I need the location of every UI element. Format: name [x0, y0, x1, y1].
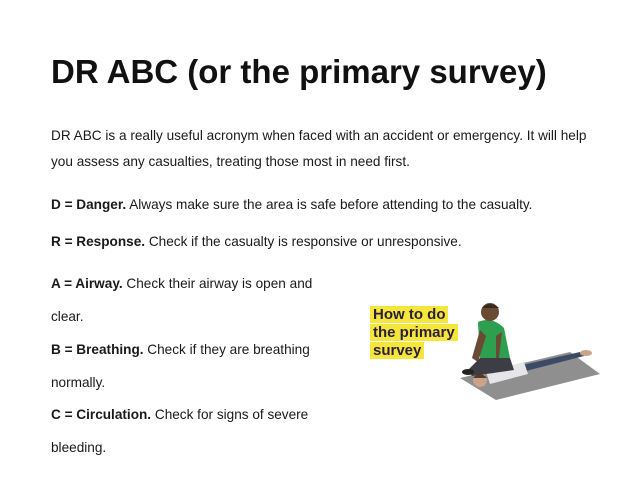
airway-item — [51, 268, 336, 333]
badge-line-3: survey — [370, 342, 424, 359]
slide-title: DR ABC (or the primary survey) — [51, 53, 547, 90]
casualty-feet — [580, 350, 592, 356]
breathing-item — [51, 334, 336, 399]
breathing-text: Check if they are breathing normally. — [51, 342, 310, 390]
danger-key: D = Danger. — [51, 197, 127, 212]
danger-item — [51, 196, 532, 214]
response-key: R = Response. — [51, 234, 146, 249]
intro-paragraph: DR ABC is a really useful acronym when faced with an accident or emergency. It will help you assess any casualties, treating those most in need first. — [51, 128, 587, 169]
breathing-key: B = Breathing. — [51, 342, 144, 357]
badge-line-2: the primary — [370, 324, 458, 341]
how-to-badge — [370, 306, 458, 360]
danger-text: Always make sure the area is safe before attending to the casualty. — [126, 197, 533, 212]
airway-text: Check their airway is open and clear. — [51, 276, 313, 324]
badge-line-1: How to do — [370, 306, 448, 323]
response-text: Check if the casualty is responsive or unresponsive. — [145, 234, 462, 249]
response-item — [51, 233, 462, 251]
circulation-text: Check for signs of severe bleeding. — [51, 407, 309, 455]
airway-key: A = Airway. — [51, 276, 123, 291]
circulation-item — [51, 399, 336, 464]
circulation-key: C = Circulation. — [51, 407, 152, 422]
primary-survey-illustration — [368, 296, 600, 406]
first-aider-shoe — [462, 369, 474, 375]
